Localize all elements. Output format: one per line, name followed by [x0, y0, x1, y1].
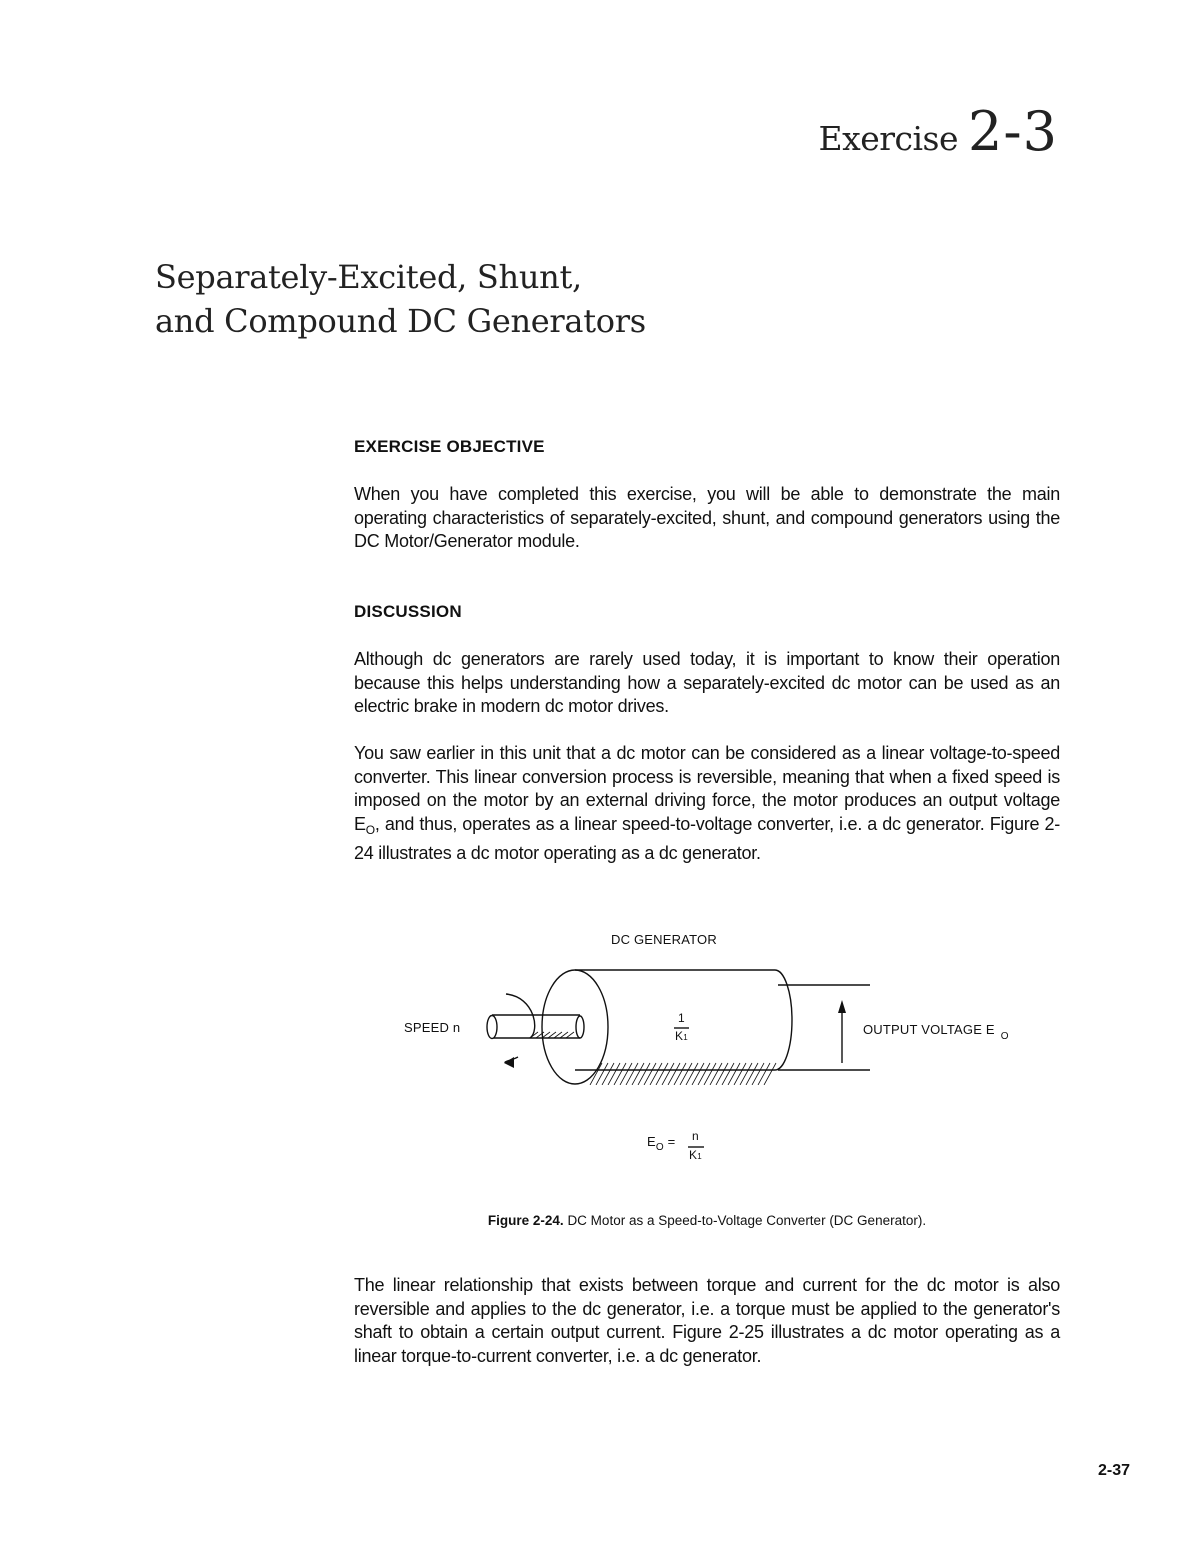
discussion-paragraph-1: Although dc generators are rarely used today, it is important to know their operation because this helps understanding how a separately-excited dc motor can be used as an electric brake in modern dc motor drives. [354, 649, 1060, 716]
paragraph-2-subscript: O [365, 822, 375, 837]
paragraph-2-part-a: You saw earlier in this unit that a dc motor can be considered as a linear voltage-to-speed converter. This linear conversion process is reversible, meaning that when a fixed speed is imposed on the motor by an external driving force, the motor produces an output voltage E [354, 743, 1060, 834]
equation-equals: = [667, 1134, 676, 1149]
fraction-numerator: 1 [678, 1011, 685, 1025]
caption-label: Figure 2-24. [487, 1213, 564, 1228]
exercise-number: 2-3 [968, 100, 1058, 163]
objective-heading: EXERCISE OBJECTIVE [354, 437, 545, 456]
objective-text: When you have completed this exercise, you will be able to demonstrate the main operating characteristics of separately-excited, shunt, and compound generators using the DC Motor/Generator module. [354, 484, 1060, 551]
shaft-hatching [530, 1032, 574, 1038]
speed-label: SPEED n [404, 1020, 461, 1035]
body-hatching [590, 1063, 776, 1085]
discussion-paragraph-2 [354, 742, 1060, 866]
paragraph-2-part-b: , and thus, operates as a linear speed-to-voltage converter, i.e. a dc generator. Figure 2-24 illustrates a dc motor operating as a dc generator. [354, 813, 1060, 863]
output-voltage-label [863, 1022, 1009, 1042]
output-voltage-subscript: O [1000, 1031, 1009, 1042]
dc-generator-figure [380, 925, 1060, 1175]
shaft-tip [487, 1016, 497, 1039]
equation-e-subscript: O [655, 1142, 664, 1153]
discussion-paragraph-3: The linear relationship that exists between torque and current for the dc motor is also reversible and applies to the dc generator, i.e. a torque must be applied to the generator's shaft to obtain a certain output current. Figure 2-25 illustrates a dc motor operating as a linear torque-to-current converter, i.e. a dc generator. [354, 1275, 1060, 1366]
equation-denominator [689, 1148, 702, 1162]
exercise-word: Exercise [818, 119, 959, 158]
fraction-denominator [675, 1029, 688, 1043]
figure-title: DC GENERATOR [611, 932, 717, 947]
equation-denominator-subscript: 1 [697, 1152, 702, 1161]
equation-numerator: n [692, 1129, 699, 1143]
output-voltage-text: OUTPUT VOLTAGE E [863, 1022, 995, 1037]
generator-front-face [542, 970, 608, 1084]
exercise-heading [819, 100, 1058, 163]
rotation-arrow-upper [506, 994, 535, 1038]
equation-lhs [647, 1134, 676, 1153]
equation-e: E [647, 1134, 656, 1149]
fraction-denominator-subscript: 1 [683, 1033, 688, 1042]
fraction-denominator-k: K [675, 1029, 684, 1043]
page-title [155, 255, 646, 343]
figure-caption [354, 1213, 1060, 1228]
dc-generator-drawing [380, 925, 1060, 1175]
title-line-2: and Compound DC Generators [155, 302, 646, 340]
discussion-heading: DISCUSSION [354, 602, 462, 621]
shaft-end [576, 1016, 584, 1038]
caption-text: DC Motor as a Speed-to-Voltage Converter (DC Generator). [567, 1213, 927, 1228]
title-line-1: Separately-Excited, Shunt, [155, 258, 582, 296]
page-number: 2-37 [1097, 1462, 1130, 1479]
equation-denominator-k: K [689, 1148, 698, 1162]
